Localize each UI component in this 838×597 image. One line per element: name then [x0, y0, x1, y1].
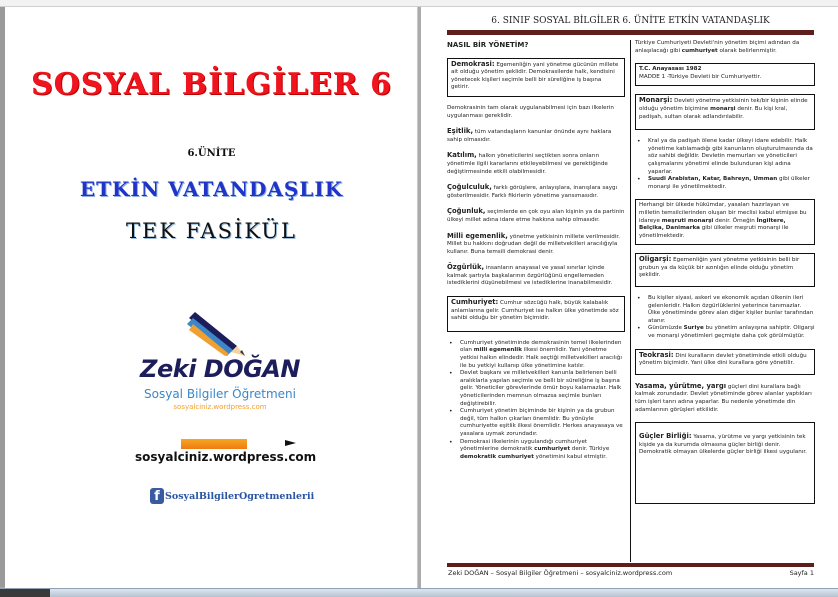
viewer-bottom-bar — [0, 588, 838, 597]
principle-national-sovereignty: Milli egemenlik, yönetme yetkisinin millete verilmesidir. Millet bu hakkını doğrudan değil de milletvekilleri aracılığıyla kullanır. Buna temsili demokrasi denir. — [447, 231, 620, 255]
facebook-link[interactable] — [150, 487, 314, 505]
powers-paragraph: Yasama, yürütme, yargı güçleri dini kurallara bağlı kalmak zorundadır. Devlet yönetiminde görev alanlar yaptıkları tüm işleri tanrı adına yaparlar. Bu nedenle yönetimde din adamlarının görüşleri etkilidir. — [635, 381, 812, 413]
footer-author: Zeki DOĞAN – Sosyal Bilgiler Öğretmeni – sosyalciniz.wordpress.com — [448, 569, 673, 577]
column-divider — [630, 40, 631, 562]
section-title: NASIL BİR YÖNETİM? — [447, 41, 529, 49]
cover-page — [5, 7, 418, 588]
list-item: • Kral ya da padişah ölene kadar ülkeyi idare edebilir. Halk yönetime katılamadığı gibi kanunların oluşturulmasında da söz sahibi değildir. Devletin memurları ve yöneticileri çalışmalarını yönetimi elinde bulunduran kişi adına yaparlar. — [635, 138, 815, 176]
democracy-intro: Demokrasinin tam olarak uygulanabilmesi için bazı ilkelerin uygulanması gereklidir. — [447, 104, 614, 119]
left-column — [447, 40, 625, 469]
page-number: Sayfa 1 — [789, 569, 814, 577]
list-item: • Günümüzde Suriye bu yönetim anlayışına sahiptir. Oligarşi ve monarşi yönetimleri geçmişte daha çok görülmüştür. — [635, 325, 815, 340]
author-role: Sosyal Bilgiler Öğretmeni — [144, 387, 296, 401]
list-item: • Cumhuriyet yönetiminde demokrasinin temel ilkelerinden olan milli egemenlik ilkesi önemlidir. Yani yönetme yetkisi halkın elindedir. Halk seçtiği milletvekilleri aracılığı ile bu yetkiyi kullanıp ülke yönetimine katılır. — [447, 340, 625, 370]
pencil-icon — [187, 312, 245, 356]
cover-unit-label: 6.ÜNİTE — [187, 148, 236, 159]
principle-pluralism: Çoğulculuk, farklı görüşlere, anlayışlara, inanışlara saygı gösterilmesidir. Farklı fikirlerin yönetime yansımasıdır. — [447, 183, 618, 199]
author-name: Zeki DOĞAN — [140, 355, 300, 383]
constitutional-monarchy-box: Herhangi bir ülkede hükümdar, yasaları hazırlayan ve milletin temsilcilerinden oluşan bir meclisi kabul etmişse bu idareye meşruti monarşi denir. Örneğin İngiltere, Belçika, Danimarka gibi ülkeler meşruti monarşi ile yönetilmektedir. — [635, 199, 815, 245]
arrow-icon — [285, 440, 296, 446]
cover-subtitle: ETKİN VATANDAŞLIK — [79, 177, 344, 201]
democracy-definition-box: Demokrasi: Egemenliğin yani yönetme gücünün millete ait olduğu yönetim şeklidir. Demokrasilerde halk, kendisini yönetecek kişileri seçimle belli bir süreliğine iş başına getirir. — [447, 58, 625, 97]
content-page — [421, 7, 838, 588]
facebook-icon: f — [150, 488, 164, 504]
website-banner[interactable] — [135, 439, 317, 469]
oligarchy-bullet-list — [635, 295, 815, 341]
republic-intro: Türkiye Cumhuriyeti Devleti'nin yönetim biçimi adından da anlaşılacağı gibi cumhuriyet olarak belirlenmiştir. — [635, 40, 800, 54]
viewer-top-bar — [0, 0, 838, 7]
author-logo — [135, 307, 305, 417]
header-rule — [447, 30, 814, 35]
constitution-box: T.C. Anayasası 1982 MADDE 1 -Türkiye Devleti bir Cumhuriyettir. — [635, 63, 815, 86]
cover-title: SOSYAL BİLGİLER 6 — [30, 67, 393, 102]
union-of-powers-box: Güçler Birliği: Yasama, yürütme ve yargı yetkisinin tek kişide ya da kurumda olmasına güçler birliği denir. Demokratik olmayan ülkelerde güçler birliği ilkesi uygulanır. — [635, 422, 815, 504]
facebook-page-name[interactable]: SosyalBilgilerOgretmenlerii — [165, 490, 315, 502]
monarchy-bullet-list — [635, 138, 815, 191]
principle-majority: Çoğunluk, seçimlerde en çok oyu alan kişinin ya da partinin ülkeyi millet adına idare etme hakkına sahip olmasıdır. — [447, 207, 625, 223]
list-item: • Devlet başkanı ve milletvekilleri kanunla belirlenen belli aralıklarla yapılan seçimle ve belli bir süreliğine iş başına gelir. Yöneticiler görevlerinde ömür boyu kalamazlar. Halk yöneticilerinden memnun olmazsa seçimle bunları değiştirebilir. — [447, 370, 625, 408]
principle-freedom: Özgürlük, insanların anayasal ve yasal sınırlar içinde kalmak şartıyla başkalarının özgürlüğünü engellemeden istediklerini düşünebilmesi ve istediklerine inanabilmesidir. — [447, 263, 613, 287]
republic-definition-box: Cumhuriyet: Cumhur sözcüğü halk, büyük kalabalık anlamlarına gelir. Cumhuriyet ise halkın ülke yönetimde söz sahibi olduğu bir yönetim biçimidir. — [447, 296, 625, 332]
list-item: • Bu kişiler siyasi, askeri ve ekonomik açıdan ülkenin ileri gelenleridir. Halkın özgürlüklerini yeterince tanımazlar. Ülke yönetiminde görev alan diğer kişiler bunlar tarafından atanır. — [635, 295, 815, 325]
oligarchy-definition-box: Oligarşi: Egemenliğin yani yönetme yetkisinin belli bir grubun ya da küçük bir azınlığın elinde olduğu yönetim şeklidir. — [635, 253, 815, 287]
footer-rule — [447, 563, 814, 567]
republic-bullet-list — [447, 340, 625, 462]
list-item: • Cumhuriyet yönetim biçiminde bir kişinin ya da grubun değil, tüm halkın çıkarları önemlidir. Bu yönüyle cumhuriyette eşitlik ilkesi önemlidir. Herkes anayasaya ve yasalara uymak zorundadır. — [447, 408, 625, 438]
page-header: 6. SINIF SOSYAL BİLGİLER 6. ÜNİTE ETKİN VATANDAŞLIK — [491, 16, 770, 26]
right-column — [635, 40, 815, 512]
cover-fascicle-label: TEK FASİKÜL — [126, 219, 297, 243]
principle-equality: Eşitlik, tüm vatandaşların kanunlar önünde aynı haklara sahip olmasıdır. — [447, 127, 612, 143]
author-site: sosyalciniz.wordpress.com — [173, 403, 267, 411]
theocracy-definition-box: Teokrasi: Dini kuralların devlet yönetiminde etkili olduğu yönetim biçimidir. Yani ülke dini kurallara göre yönetilir. — [635, 349, 815, 375]
monarchy-definition-box: Monarşi: Devleti yönetme yetkisinin tek/bir kişinin elinde olduğu yönetim biçimine monarşi denir. Bu kişi kral, padişah, sultan olarak adlandırılabilir. — [635, 94, 815, 130]
list-item: • Demokrasi ilkelerinin uygulandığı cumhuriyet yönetimlerine demokratik cumhuriyet denir. Türkiye demokratik cumhuriyet yönetimini kabul etmiştir. — [447, 439, 625, 462]
term: Demokrasi: — [451, 59, 495, 68]
list-item: • Suudi Arabistan, Katar, Bahreyn, Umman gibi ülkeler monarşi ile yönetilmektedir. — [635, 176, 815, 191]
pencil-bar-icon — [181, 439, 247, 449]
principle-participation: Katılım, halkın yöneticilerini seçtikten sonra onların yönetimle ilgili kararlarını etkileyebilmesi ve gerektiğinde değiştirmesinde etkili olabilmesidir. — [447, 151, 608, 175]
website-link[interactable]: sosyalciniz.wordpress.com — [135, 450, 317, 464]
